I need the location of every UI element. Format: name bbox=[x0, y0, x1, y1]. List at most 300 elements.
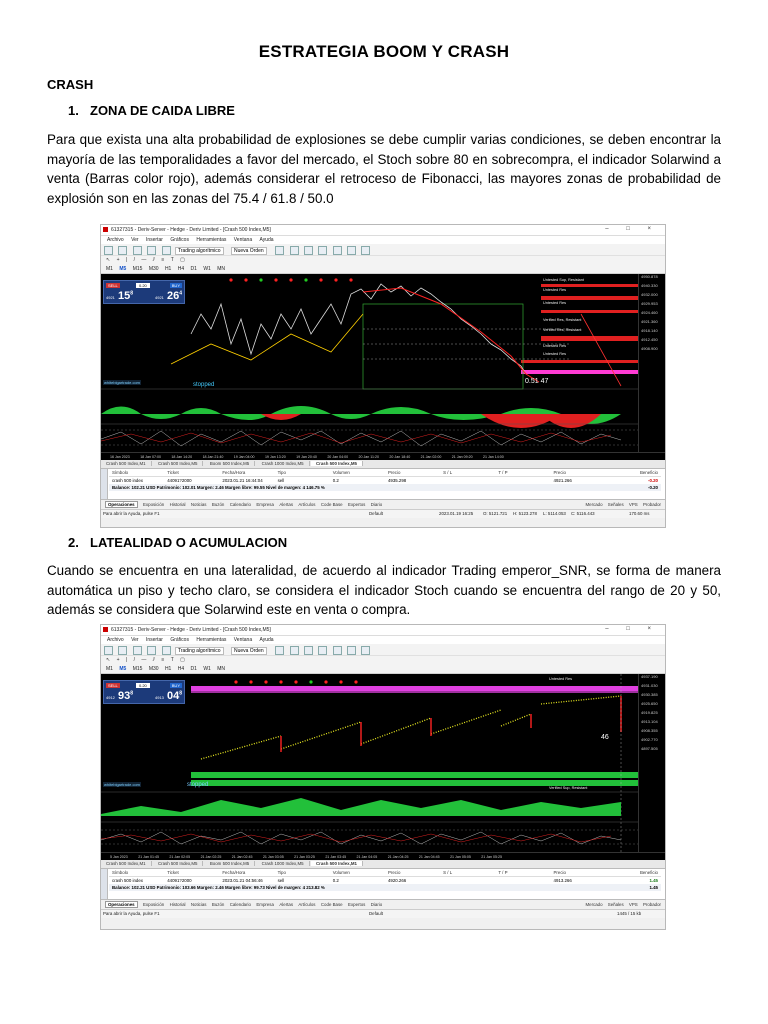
line-chart-icon[interactable] bbox=[304, 246, 313, 255]
stopped-label: stopped bbox=[187, 782, 209, 788]
price-tick: 4912.450 bbox=[641, 337, 658, 342]
col-header[interactable]: Volumen bbox=[330, 869, 385, 877]
crosshair-icon[interactable]: + bbox=[116, 257, 120, 263]
time-axis bbox=[101, 852, 665, 860]
toolbox-sidebar bbox=[101, 869, 108, 899]
vps-link[interactable]: VPS bbox=[628, 902, 638, 907]
price-tick: 4950.878 bbox=[641, 274, 658, 279]
bid-price: 4921 $15^8$ bbox=[106, 290, 133, 302]
status-bar bbox=[101, 509, 665, 518]
autoscroll-icon[interactable] bbox=[361, 246, 370, 255]
menu-ventana[interactable]: Ventana bbox=[233, 637, 253, 643]
signals-link[interactable]: Señales bbox=[607, 902, 624, 907]
cell-ticket: 44091?2000 bbox=[167, 878, 192, 883]
text-icon[interactable]: T bbox=[170, 657, 174, 663]
time-tick: 21 Jan 14:00 bbox=[482, 455, 504, 459]
app-icon bbox=[103, 627, 108, 632]
heading-1 bbox=[68, 103, 235, 118]
screenshot-1 bbox=[100, 224, 666, 528]
time-tick: 21 Jan 01:45 bbox=[138, 855, 159, 859]
toolbox-right-links bbox=[581, 900, 661, 905]
main-toolbar bbox=[101, 644, 665, 656]
time-tick: 21 Jan 03:25 bbox=[294, 855, 315, 859]
price-axis[interactable] bbox=[638, 274, 665, 452]
menu-archivo[interactable]: Archivo bbox=[107, 237, 124, 243]
tf-h1[interactable]: H1 bbox=[164, 266, 172, 272]
solarwind-histogram bbox=[101, 406, 621, 428]
candle-chart-icon[interactable] bbox=[290, 646, 299, 655]
tab-diario[interactable]: Diario bbox=[370, 902, 383, 907]
paragraph-2: Cuando se encuentra en una lateralidad, de acuerdo al indicador Trading emperor_SNR, se forma de manera automática un piso y techo claro, se considera el indicador Stoch cuando se encuentra del rango de 20 y 50, además se considera que Solarwind este en venta o compra. bbox=[47, 563, 721, 617]
trade-panel bbox=[101, 869, 665, 899]
heading-1-text: ZONA DE CAIDA LIBRE bbox=[90, 103, 235, 118]
chart-canvas bbox=[101, 274, 665, 452]
heading-2 bbox=[68, 535, 287, 550]
menu-ver[interactable]: Ver bbox=[131, 237, 139, 243]
buy-button[interactable]: BUY bbox=[171, 683, 180, 688]
tab-articulos[interactable]: Artículos bbox=[298, 502, 316, 507]
chart-tab-active[interactable]: Crash 500 Index,M5 bbox=[311, 461, 363, 466]
time-tick: 18 Jan 07:00 bbox=[140, 455, 161, 459]
price-tick: 4921.360 bbox=[641, 319, 658, 324]
tab-buzon[interactable]: Buzón bbox=[211, 902, 225, 907]
window-titlebar bbox=[101, 625, 665, 636]
new-chart-icon[interactable] bbox=[104, 646, 113, 655]
time-tick: 21 Jan 04:45 bbox=[418, 855, 440, 859]
table-header-row bbox=[109, 469, 661, 477]
menu-herramientas[interactable]: Herramientas bbox=[196, 237, 227, 243]
time-tick: 20 Jan 04:00 bbox=[327, 455, 349, 459]
col-header[interactable]: Precio bbox=[385, 869, 440, 877]
website-label: whitebigartrade.com bbox=[104, 782, 141, 787]
tab-diario[interactable]: Diario bbox=[370, 502, 383, 507]
channel-icon[interactable]: ⫽ bbox=[152, 657, 156, 663]
level-label: Verified Res, Resistant bbox=[543, 328, 582, 332]
toolbox-tabs bbox=[101, 899, 665, 909]
status-close: C: 5116.443 bbox=[571, 511, 595, 516]
level-label: Untested Res bbox=[543, 352, 567, 356]
col-header[interactable]: Precio bbox=[551, 869, 606, 877]
col-header[interactable]: S / L bbox=[440, 469, 495, 477]
toolbox-tabs bbox=[101, 499, 665, 509]
col-header[interactable]: Fecha/Hora bbox=[219, 469, 274, 477]
timeframe-bar bbox=[101, 265, 665, 274]
time-tick: 21 Jan 02:05 bbox=[169, 855, 191, 859]
tab-noticias[interactable]: Noticias bbox=[190, 502, 207, 507]
status-ping: 170.60 ms bbox=[629, 511, 650, 516]
time-tick: 21 Jan 05:05 bbox=[450, 855, 471, 859]
col-header[interactable]: Volumen bbox=[330, 469, 385, 477]
balance-summary: Balance: 102.21 USD Patrimonio: 103.66 Margen: 2.46 Margen libre: 99.73 Nivel de margen: 4 213.82 % bbox=[109, 884, 606, 891]
stopped-label: stopped bbox=[193, 382, 215, 388]
menu-ver[interactable]: Ver bbox=[131, 637, 139, 643]
time-tick: 21 Jan 02:25 bbox=[200, 855, 222, 859]
tab-alertas[interactable]: Alertas bbox=[279, 502, 294, 507]
grid-icon[interactable] bbox=[347, 246, 356, 255]
chart-tab[interactable]: Crash 500 Index,M1 bbox=[101, 861, 152, 866]
menu-archivo[interactable]: Archivo bbox=[107, 637, 124, 643]
solarwind-histogram bbox=[101, 798, 621, 816]
level-label: Untested Res bbox=[549, 677, 573, 681]
col-header[interactable]: Símbolo bbox=[109, 469, 164, 477]
trendline-icon[interactable]: / bbox=[133, 657, 135, 663]
tab-historial[interactable]: Historial bbox=[169, 502, 186, 507]
col-header[interactable]: Tipo bbox=[275, 869, 330, 877]
menu-bar bbox=[101, 236, 665, 244]
level-label: Untested Res bbox=[543, 301, 567, 305]
col-header[interactable]: Fecha/Hora bbox=[219, 869, 274, 877]
tf-m5[interactable]: M5 bbox=[119, 666, 127, 672]
price-tick: 4932.000 bbox=[641, 292, 658, 297]
shapes-icon[interactable]: ▢ bbox=[180, 657, 185, 663]
price-axis[interactable] bbox=[638, 674, 665, 852]
price-tick: 4924.460 bbox=[641, 310, 658, 315]
level-label: Verified Sup, Resistant bbox=[549, 786, 588, 790]
algo-trading-button[interactable]: Trading algorítmico bbox=[175, 647, 224, 655]
price-tick: 4929.953 bbox=[641, 301, 658, 306]
col-header[interactable]: Precio bbox=[551, 469, 606, 477]
market-link[interactable]: Mercado bbox=[585, 902, 603, 907]
crosshair-icon[interactable]: + bbox=[116, 657, 120, 663]
profiles-icon[interactable] bbox=[118, 646, 127, 655]
balance-row bbox=[109, 884, 661, 891]
algo-trading-button[interactable]: Trading algorítmico bbox=[175, 247, 224, 255]
chart-tab[interactable]: Crash 1000 Index,M5 bbox=[257, 861, 310, 866]
tf-mn[interactable]: MN bbox=[217, 666, 225, 672]
lot-size-input[interactable]: 0.20 bbox=[136, 283, 150, 288]
price-tick: 4937.190 bbox=[641, 674, 658, 679]
toolbox-right-links bbox=[581, 500, 661, 505]
drawing-toolbar bbox=[101, 256, 665, 265]
text-icon[interactable]: T bbox=[170, 257, 174, 263]
tf-m1[interactable]: M1 bbox=[106, 266, 113, 272]
heading-1-number: 1. bbox=[68, 103, 79, 118]
chart-tab[interactable]: Boom 500 Index,M5 bbox=[205, 461, 255, 466]
tf-w1[interactable]: W1 bbox=[203, 266, 211, 272]
screenshot-2 bbox=[100, 624, 666, 930]
col-header[interactable]: Beneficio bbox=[606, 469, 661, 477]
tf-d1[interactable]: D1 bbox=[190, 666, 197, 672]
cell-open-price: 4935.298 bbox=[387, 478, 407, 483]
level-label: Verified Res, Resistant bbox=[543, 318, 582, 322]
tester-link[interactable]: Probador bbox=[642, 502, 661, 507]
tf-h4[interactable]: H4 bbox=[177, 666, 185, 672]
market-link[interactable]: Mercado bbox=[585, 502, 603, 507]
cell-sl bbox=[440, 877, 495, 885]
status-high: H: 5123.278 bbox=[513, 511, 537, 516]
timeframe-bar bbox=[101, 665, 665, 674]
window-title: 61327315 - Deriv-Server - Hedge - Deriv Limited - [Crash 500 Index,M5] bbox=[111, 227, 271, 233]
one-click-trading-panel bbox=[103, 680, 185, 704]
balance-profit: 1.45 bbox=[606, 884, 661, 891]
toolbox-sidebar bbox=[101, 469, 108, 499]
chart-tabs bbox=[101, 860, 665, 869]
drawing-toolbar bbox=[101, 656, 665, 665]
window-controls[interactable]: – □ × bbox=[605, 626, 659, 632]
col-header[interactable]: Tipo bbox=[275, 469, 330, 477]
time-tick: 5 Jan 2023 bbox=[110, 855, 128, 859]
pink-zone bbox=[521, 370, 639, 374]
status-open: O: 5121.721 bbox=[483, 511, 508, 516]
price-tick: 4925.650 bbox=[641, 701, 658, 706]
channel-icon[interactable]: ⫽ bbox=[152, 257, 156, 263]
cell-ticket: 44091?2000 bbox=[167, 478, 192, 483]
time-tick: 21 Jan 03:05 bbox=[262, 855, 284, 859]
navigator-icon[interactable] bbox=[147, 646, 156, 655]
time-tick: 21 Jan 02:00 bbox=[420, 455, 442, 459]
time-tick: 21 Jan 04:25 bbox=[387, 855, 409, 859]
tab-expertos[interactable]: Expertos bbox=[348, 502, 366, 507]
window-titlebar bbox=[101, 225, 665, 236]
time-tick: 20 Jan 18:40 bbox=[389, 455, 411, 459]
tf-h1[interactable]: H1 bbox=[164, 666, 172, 672]
bar-chart-icon[interactable] bbox=[275, 646, 284, 655]
status-profile: Default bbox=[369, 911, 383, 916]
resistance-zone bbox=[541, 284, 639, 287]
current-price-label: 0.51 47 bbox=[525, 378, 549, 385]
trendline-icon[interactable]: / bbox=[133, 257, 135, 263]
tf-d1[interactable]: D1 bbox=[190, 266, 197, 272]
sell-button[interactable]: SELL bbox=[108, 283, 118, 288]
resistance-zone bbox=[541, 296, 639, 300]
zoom-out-icon[interactable] bbox=[333, 246, 342, 255]
trade-panel bbox=[101, 469, 665, 499]
col-header[interactable]: Precio bbox=[385, 469, 440, 477]
time-tick: 18 Jan 21:40 bbox=[202, 455, 224, 459]
status-low: L: 5114.053 bbox=[543, 511, 566, 516]
profiles-icon[interactable] bbox=[118, 246, 127, 255]
price-tick: 4908.355 bbox=[641, 728, 658, 733]
sell-button[interactable]: SELL bbox=[108, 683, 118, 688]
tab-operaciones[interactable]: Operaciones bbox=[105, 901, 138, 908]
ask-price: 4921 $26^4$ bbox=[155, 290, 182, 302]
menu-insertar[interactable]: Insertar bbox=[145, 237, 163, 243]
horizontal-line-icon[interactable]: — bbox=[141, 257, 147, 263]
tab-noticias[interactable]: Noticias bbox=[190, 902, 207, 907]
resistance-zone bbox=[541, 310, 639, 313]
resistance-zone bbox=[541, 336, 639, 341]
section-label: CRASH bbox=[47, 77, 94, 92]
heading-2-number: 2. bbox=[68, 535, 79, 550]
tab-buzon[interactable]: Buzón bbox=[211, 502, 225, 507]
trades-table bbox=[109, 469, 661, 491]
tab-empresa[interactable]: Empresa bbox=[256, 902, 274, 907]
main-toolbar bbox=[101, 244, 665, 256]
lot-size-input[interactable]: 0.20 bbox=[136, 683, 150, 688]
balance-summary: Balance: 102.21 USD Patrimonio: 102.01 Margen: 2.46 Margen libre: 99.55 Nivel de margen: 4 146.75 % bbox=[109, 484, 606, 491]
chart-tab-active[interactable]: Crash 500 Index,M1 bbox=[311, 861, 363, 866]
status-traffic: 1445 / 15 kb bbox=[617, 911, 642, 916]
support-zone bbox=[191, 772, 639, 778]
time-tick: 21 Jan 02:45 bbox=[231, 855, 253, 859]
cell-profit: 1.45 bbox=[649, 878, 658, 883]
trades-table bbox=[109, 869, 661, 891]
tf-m30[interactable]: M30 bbox=[148, 266, 159, 272]
new-chart-icon[interactable] bbox=[104, 246, 113, 255]
price-chart[interactable] bbox=[101, 674, 665, 852]
level-label: Untested Res bbox=[543, 288, 567, 292]
status-help: Para abrir la Ayuda, pulse F1 bbox=[103, 911, 160, 916]
status-bar bbox=[101, 909, 665, 918]
tf-mn[interactable]: MN bbox=[217, 266, 225, 272]
col-header[interactable]: Ticket bbox=[164, 469, 219, 477]
menu-herramientas[interactable]: Herramientas bbox=[196, 637, 227, 643]
zoom-out-icon[interactable] bbox=[333, 646, 342, 655]
menu-ventana[interactable]: Ventana bbox=[233, 237, 253, 243]
level-label: Untested Sup, Resistant bbox=[543, 278, 584, 282]
tab-articulos[interactable]: Artículos bbox=[298, 902, 316, 907]
cell-volume: 0.2 bbox=[332, 478, 339, 483]
cell-datetime: 2023.01.21 16:44:04 bbox=[222, 478, 263, 483]
buy-button[interactable]: BUY bbox=[171, 283, 180, 288]
cell-current-price: 4921.266 bbox=[553, 478, 572, 483]
cell-datetime: 2023.01.21 04:56:46 bbox=[222, 878, 263, 883]
tab-calendario[interactable]: Calendario bbox=[229, 502, 251, 507]
cell-type: sell bbox=[277, 478, 285, 483]
chart-tabs bbox=[101, 460, 665, 469]
level-label: Untested Res bbox=[543, 344, 567, 348]
zoom-in-icon[interactable] bbox=[318, 646, 327, 655]
cell-volume: 0.2 bbox=[332, 878, 339, 883]
new-order-button[interactable]: Nueva Orden bbox=[231, 247, 267, 255]
menu-ayuda[interactable]: Ayuda bbox=[259, 637, 274, 643]
vertical-line-icon[interactable]: | bbox=[125, 257, 128, 263]
cell-profit: -0.20 bbox=[647, 478, 658, 483]
status-profile: Default bbox=[369, 511, 383, 516]
tf-m15[interactable]: M15 bbox=[132, 666, 143, 672]
app-icon bbox=[103, 227, 108, 232]
tf-m1[interactable]: M1 bbox=[106, 666, 113, 672]
vertical-line-icon[interactable]: | bbox=[125, 657, 128, 663]
chart-tab[interactable]: Crash 500 Index,M1 bbox=[101, 461, 152, 466]
signals-link[interactable]: Señales bbox=[607, 502, 624, 507]
balance-profit: -0.20 bbox=[606, 484, 661, 491]
cursor-icon[interactable]: ↖ bbox=[106, 257, 111, 263]
vps-link[interactable]: VPS bbox=[628, 502, 638, 507]
cell-tp bbox=[495, 877, 550, 885]
cell-current-price: 4913.266 bbox=[553, 878, 572, 883]
paragraph-1: Para que exista una alta probabilidad de explosiones se debe cumplir varias condiciones, se deben encontrar la mayoría de las temporalidades a favor del mercado, el Stoch sobre 80 en sobrecompra, el indicador Solarwind a venta (Barras color rojo), además considerar el retroceso de Fibonacci, las mayores zonas de probabilidad de explosión son en las zonas del 75.4 / 61.8 / 50.0 bbox=[47, 132, 721, 206]
resistance-zone bbox=[521, 360, 639, 363]
fibonacci-icon[interactable]: ≡ bbox=[161, 657, 165, 663]
price-tick: 4940.330 bbox=[641, 283, 658, 288]
tab-empresa[interactable]: Empresa bbox=[256, 502, 274, 507]
menu-graficos[interactable]: Gráficos bbox=[170, 637, 189, 643]
website-label: whitebigartrade.com bbox=[104, 380, 141, 385]
horizontal-line-icon[interactable]: — bbox=[141, 657, 147, 663]
col-header[interactable]: Ticket bbox=[164, 869, 219, 877]
col-header[interactable]: T / P bbox=[495, 869, 550, 877]
bid-price: 4912 $93^8$ bbox=[106, 690, 133, 702]
autoscroll-icon[interactable] bbox=[361, 646, 370, 655]
chart-tab[interactable]: Crash 1000 Index,M5 bbox=[257, 461, 310, 466]
col-header[interactable]: Beneficio bbox=[606, 869, 661, 877]
fibonacci-icon[interactable]: ≡ bbox=[161, 257, 165, 263]
table-row[interactable] bbox=[109, 877, 661, 885]
candle-chart-icon[interactable] bbox=[290, 246, 299, 255]
tab-expertos[interactable]: Expertos bbox=[348, 902, 366, 907]
tf-m5[interactable]: M5 bbox=[119, 266, 127, 272]
window-controls[interactable]: – □ × bbox=[605, 226, 659, 232]
tf-h4[interactable]: H4 bbox=[177, 266, 185, 272]
time-tick: 19 Jan 20:40 bbox=[296, 455, 317, 459]
time-tick: 20 Jan 11:20 bbox=[358, 455, 380, 459]
table-row[interactable] bbox=[109, 477, 661, 485]
tab-operaciones[interactable]: Operaciones bbox=[105, 501, 138, 508]
indicators-icon[interactable] bbox=[133, 646, 142, 655]
price-tick: 4930.385 bbox=[641, 692, 658, 697]
tab-exposicion[interactable]: Exposición bbox=[143, 502, 165, 507]
tf-w1[interactable]: W1 bbox=[203, 666, 211, 672]
status-help: Para abrir la Ayuda, pulse F1 bbox=[103, 511, 160, 516]
table-header-row bbox=[109, 869, 661, 877]
balance-row bbox=[109, 484, 661, 491]
col-header[interactable]: T / P bbox=[495, 469, 550, 477]
tab-historial[interactable]: Historial bbox=[169, 902, 186, 907]
menu-graficos[interactable]: Gráficos bbox=[170, 237, 189, 243]
tab-calendario[interactable]: Calendario bbox=[229, 902, 251, 907]
grid-icon[interactable] bbox=[347, 646, 356, 655]
tf-m30[interactable]: M30 bbox=[148, 666, 159, 672]
menu-insertar[interactable]: Insertar bbox=[145, 637, 163, 643]
time-tick: 21 Jan 05:25 bbox=[481, 855, 503, 859]
indicators-icon[interactable] bbox=[133, 246, 142, 255]
bar-chart-icon[interactable] bbox=[275, 246, 284, 255]
price-chart[interactable] bbox=[101, 274, 665, 452]
tab-alertas[interactable]: Alertas bbox=[279, 902, 294, 907]
chart-tab[interactable]: Crash 500 Index,M5 bbox=[153, 861, 204, 866]
cell-symbol: crash 500 index bbox=[112, 478, 143, 483]
price-tick: 4908.900 bbox=[641, 346, 658, 351]
chart-tab[interactable]: Crash 500 Index,M5 bbox=[153, 461, 204, 466]
ask-price: 4913 $04^8$ bbox=[155, 690, 182, 702]
heading-2-text: LATEALIDAD O ACUMULACION bbox=[90, 535, 288, 550]
cursor-icon[interactable]: ↖ bbox=[106, 657, 111, 663]
cell-tp bbox=[495, 477, 550, 485]
menu-ayuda[interactable]: Ayuda bbox=[259, 237, 274, 243]
cell-type: sell bbox=[277, 878, 285, 883]
price-tick: 4897.505 bbox=[641, 746, 658, 751]
market-watch-icon[interactable] bbox=[162, 646, 171, 655]
tester-link[interactable]: Probador bbox=[642, 902, 661, 907]
tab-code-base[interactable]: Code Base bbox=[320, 502, 343, 507]
status-date: 2023.01.19 16:25 bbox=[439, 511, 474, 516]
col-header[interactable]: Símbolo bbox=[109, 869, 164, 877]
chart-canvas bbox=[101, 674, 665, 852]
time-tick: 16 Jan 2023 bbox=[110, 455, 130, 459]
line-chart-icon[interactable] bbox=[304, 646, 313, 655]
document-title: ESTRATEGIA BOOM Y CRASH bbox=[258, 42, 510, 61]
time-tick: 18 Jan 14:20 bbox=[171, 455, 193, 459]
time-axis bbox=[101, 452, 665, 460]
menu-bar bbox=[101, 636, 665, 644]
market-watch-icon[interactable] bbox=[162, 246, 171, 255]
cell-symbol: crash 500 index bbox=[112, 878, 143, 883]
resistance-zone bbox=[191, 686, 639, 691]
time-tick: 21 Jan 03:45 bbox=[325, 855, 347, 859]
tab-exposicion[interactable]: Exposición bbox=[143, 902, 165, 907]
price-tick: 4919.825 bbox=[641, 710, 658, 715]
shapes-icon[interactable]: ▢ bbox=[180, 257, 185, 263]
current-price-label: 46 bbox=[601, 734, 609, 741]
tab-code-base[interactable]: Code Base bbox=[320, 902, 343, 907]
new-order-button[interactable]: Nueva Orden bbox=[231, 647, 267, 655]
col-header[interactable]: S / L bbox=[440, 869, 495, 877]
zoom-in-icon[interactable] bbox=[318, 246, 327, 255]
navigator-icon[interactable] bbox=[147, 246, 156, 255]
chart-tab[interactable]: Boom 500 Index,M5 bbox=[205, 861, 255, 866]
tf-m15[interactable]: M15 bbox=[132, 266, 143, 272]
